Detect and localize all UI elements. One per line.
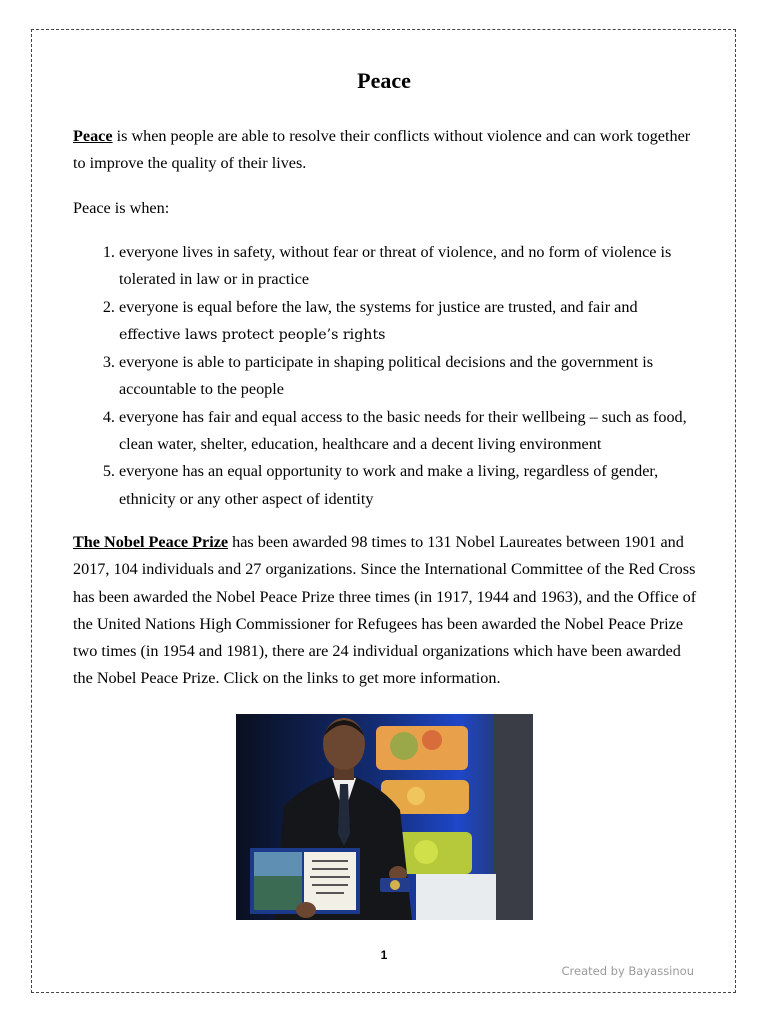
intro-text: is when people are able to resolve their conflicts without violence and can work together to improve the quality of their lives. xyxy=(73,127,691,173)
peace-term: Peace xyxy=(73,127,113,145)
list-item: 2. everyone is equal before the law, the systems for justice are trusted, and fair and effective laws protect people’s rights xyxy=(119,294,703,350)
page-number: 1 xyxy=(380,948,388,962)
list-item: 1. everyone lives in safety, without fear or threat of violence, and no form of violence is tolerated in law or in practice xyxy=(119,239,703,294)
nobel-paragraph xyxy=(73,529,703,693)
conditions-list xyxy=(73,239,703,513)
list-item: 5. everyone has an equal opportunity to work and make a living, regardless of gender, ethnicity or any other aspect of identity xyxy=(119,458,703,513)
list-item: 4. everyone has fair and equal access to the basic needs for their wellbeing – such as food, clean water, shelter, education, healthcare and a decent living environment xyxy=(119,404,703,459)
nobel-laureate-photo xyxy=(236,714,533,920)
credit-watermark: Created by Bayassinou xyxy=(561,964,694,978)
nobel-text: has been awarded 98 times to 131 Nobel Laureates between 1901 and 2017, 104 individuals and 27 organizations. Since the International Committee of the Red Cross has been awarded the Nobel Peace Prize three times (in 1917, 1944 and 1963), and the Office of the United Nations High Commissioner for Refugees has been awarded the Nobel Peace Prize two times (in 1954 and 1981), there are 24 individual organizations which have been awarded the Nobel Peace Prize. Click on the links to get more information. xyxy=(73,533,697,688)
page-title: Peace xyxy=(357,68,411,93)
intro-paragraph xyxy=(73,123,703,178)
list-item: 3. everyone is able to participate in shaping political decisions and the government is accountable to the people xyxy=(119,349,703,404)
photo-illustration xyxy=(236,714,533,920)
list-heading: Peace is when: xyxy=(73,199,170,217)
nobel-link[interactable]: The Nobel Peace Prize xyxy=(73,533,229,551)
